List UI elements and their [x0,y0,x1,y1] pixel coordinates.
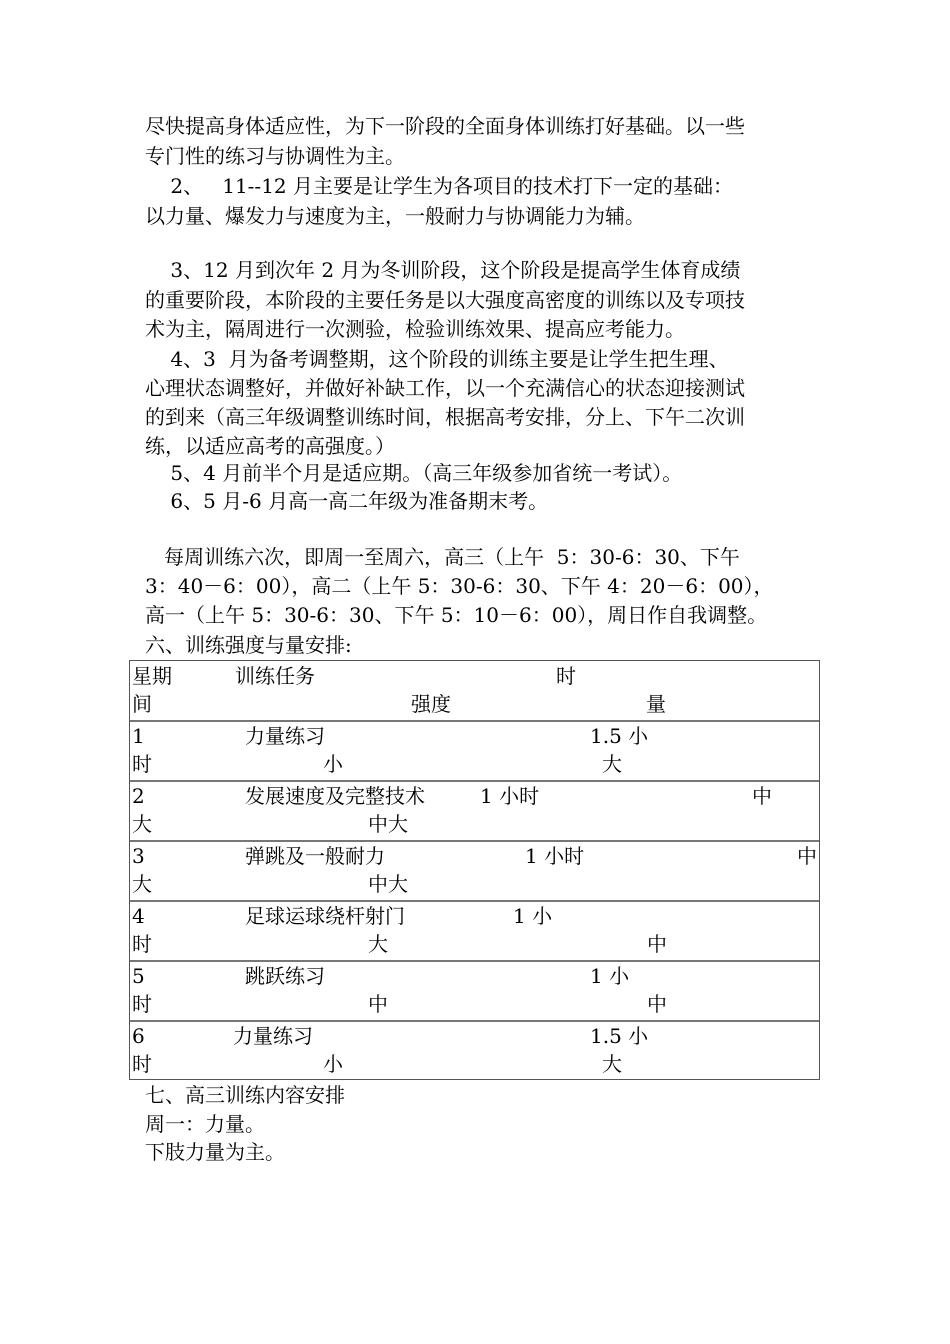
section-heading: 六、训练强度与量安排: [145,633,352,657]
section-heading: 七、高三训练内容安排 [145,1083,345,1107]
header-cell: 量 [646,692,666,716]
day-cell: 2 [132,784,145,808]
volume-cell: 大 [602,752,622,776]
day-cell: 6 [132,1024,145,1048]
paragraph-line: 的到来（高三年级调整训练时间，根据高考安排，分上、下午二次训 [145,405,745,429]
paragraph-line: 术为主，隔周进行一次测验，检验训练效果、提高应考能力。 [145,317,685,341]
paragraph-line: 心理状态调整好，并做好补缺工作，以一个充满信心的状态迎接测试 [145,376,745,400]
header-cell: 强度 [411,692,451,716]
task-cell: 力量练习 [233,1024,313,1048]
intensity-cell: 中 [752,784,772,808]
volume-cell: 中大 [368,872,408,896]
intensity-cell: 中 [368,992,388,1016]
task-cell: 发展速度及完整技术 [245,784,425,808]
paragraph-line: 下肢力量为主。 [145,1140,285,1164]
paragraph-line: 尽快提高身体适应性，为下一阶段的全面身体训练打好基础。以一些 [145,114,745,138]
paragraph-line: 3：40－6：00），高二（上午 5：30-6：30、下午 4：20－6：00）， [145,574,774,598]
time-cell-end: 时 [132,992,152,1016]
paragraph-line: 练，以适应高考的高强度。） [145,434,395,458]
intensity-cell: 小 [323,752,343,776]
paragraph-line: 以力量、爆发力与速度为主，一般耐力与协调能力为辅。 [145,204,645,228]
paragraph-line: 2、 11--12 月主要是让学生为各项目的技术打下一定的基础： [145,174,733,198]
task-cell: 跳跃练习 [245,964,325,988]
day-cell: 4 [132,904,145,928]
day-cell: 5 [132,964,145,988]
task-cell: 力量练习 [245,724,325,748]
time-cell-end: 时 [132,1052,152,1076]
header-cell: 时 [556,664,576,688]
volume-cell: 中 [647,932,667,956]
table-row [130,960,819,1020]
intensity-cell-end: 大 [132,872,152,896]
paragraph-line: 5、4 月前半个月是适应期。（高三年级参加省统一考试）。 [145,461,683,485]
paragraph-line: 的重要阶段，本阶段的主要任务是以大强度高密度的训练以及专项技 [145,288,745,312]
intensity-cell: 小 [323,1052,343,1076]
paragraph-line: 周一：力量。 [145,1112,265,1136]
paragraph-line: 每周训练六次，即周一至周六，高三（上午 5：30-6：30、下午 [145,545,740,569]
time-cell: 1 小 [513,904,553,928]
intensity-cell: 中 [797,844,817,868]
day-cell: 3 [132,844,145,868]
table-row [130,780,819,840]
header-cell: 星期 [132,664,172,688]
time-cell: 1.5 小 [590,724,649,748]
table-row [130,720,819,780]
time-cell: 1.5 小 [590,1024,649,1048]
paragraph-line: 4、3 月为备考调整期，这个阶段的训练主要是让学生把生理、 [145,347,729,371]
paragraph-line: 高一（上午 5：30-6：30、下午 5：10－6：00），周日作自我调整。 [145,603,768,627]
intensity-cell-end: 大 [132,812,152,836]
time-cell-end: 时 [132,932,152,956]
header-cell: 间 [132,692,152,716]
time-cell-end: 时 [132,752,152,776]
volume-cell: 中大 [368,812,408,836]
paragraph-line: 专门性的练习与协调性为主。 [145,144,405,168]
paragraph-line: 3、12 月到次年 2 月为冬训阶段，这个阶段是提高学生体育成绩 [145,258,741,282]
volume-cell: 大 [602,1052,622,1076]
intensity-cell: 大 [368,932,388,956]
task-cell: 弹跳及一般耐力 [245,844,385,868]
header-cell: 训练任务 [235,664,315,688]
table-row [130,840,819,900]
time-cell: 1 小 [590,964,630,988]
time-cell: 1 小时 [480,784,540,808]
paragraph-line: 6、5 月-6 月高一高二年级为准备期末考。 [145,489,549,513]
table-row [130,900,819,960]
day-cell: 1 [132,724,145,748]
task-cell: 足球运球绕杆射门 [245,904,405,928]
time-cell: 1 小时 [525,844,585,868]
volume-cell: 中 [647,992,667,1016]
